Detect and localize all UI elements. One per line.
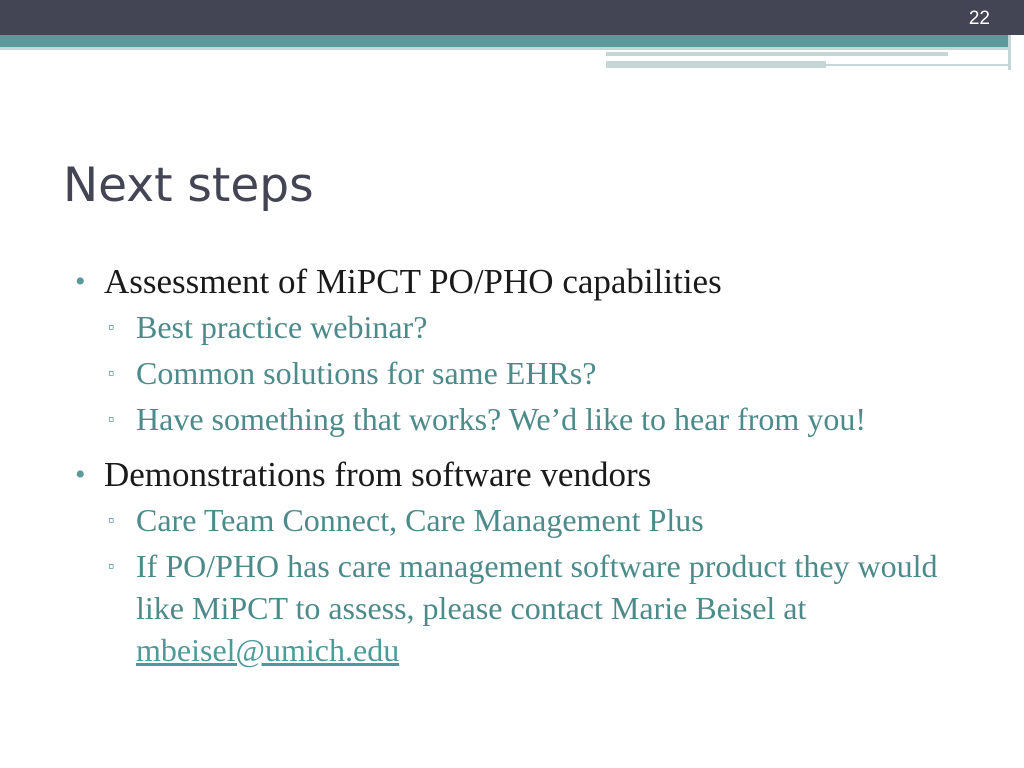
bullet-dot-icon: •	[75, 458, 86, 491]
sub-bullet-text: Best practice webinar?	[136, 309, 428, 345]
slide-title: Next steps	[63, 158, 314, 213]
header-band-light	[0, 47, 1008, 50]
sub-bullet-text: If PO/PHO has care management software product they would like MiPCT to assess, please contact Marie Beisel at	[136, 548, 938, 626]
sub-bullet-item	[72, 398, 992, 440]
header-accent-line	[606, 61, 826, 68]
bullet-item	[72, 452, 992, 497]
header-band-dark	[0, 0, 1024, 35]
bullet-square-icon: ▫	[108, 363, 115, 383]
header-accent-vertical-line	[1008, 35, 1011, 70]
email-link[interactable]: mbeisel@umich.edu	[136, 632, 400, 668]
sub-bullet-text: Have something that works? We’d like to hear from you!	[136, 401, 866, 437]
sub-bullet-item	[72, 306, 992, 348]
bullet-square-icon: ▫	[108, 510, 115, 530]
bullet-dot-icon: •	[75, 265, 86, 298]
bullet-square-icon: ▫	[108, 409, 115, 429]
bullet-square-icon: ▫	[108, 556, 115, 576]
bullet-text: Assessment of MiPCT PO/PHO capabilities	[104, 262, 722, 301]
bullet-item	[72, 259, 992, 304]
sub-bullet-item	[72, 545, 992, 671]
sub-bullet-text: Common solutions for same EHRs?	[136, 355, 597, 391]
sub-bullet-item	[72, 499, 992, 541]
sub-bullet-text: Care Team Connect, Care Management Plus	[136, 502, 704, 538]
bullet-square-icon: ▫	[108, 317, 115, 337]
header-band-teal	[0, 35, 1008, 47]
page-number: 22	[968, 8, 990, 29]
bullet-text: Demonstrations from software vendors	[104, 455, 652, 494]
bullet-list	[72, 259, 992, 671]
header-accent-line	[826, 64, 1008, 66]
header-accent-line	[606, 52, 948, 56]
sub-bullet-item	[72, 352, 992, 394]
